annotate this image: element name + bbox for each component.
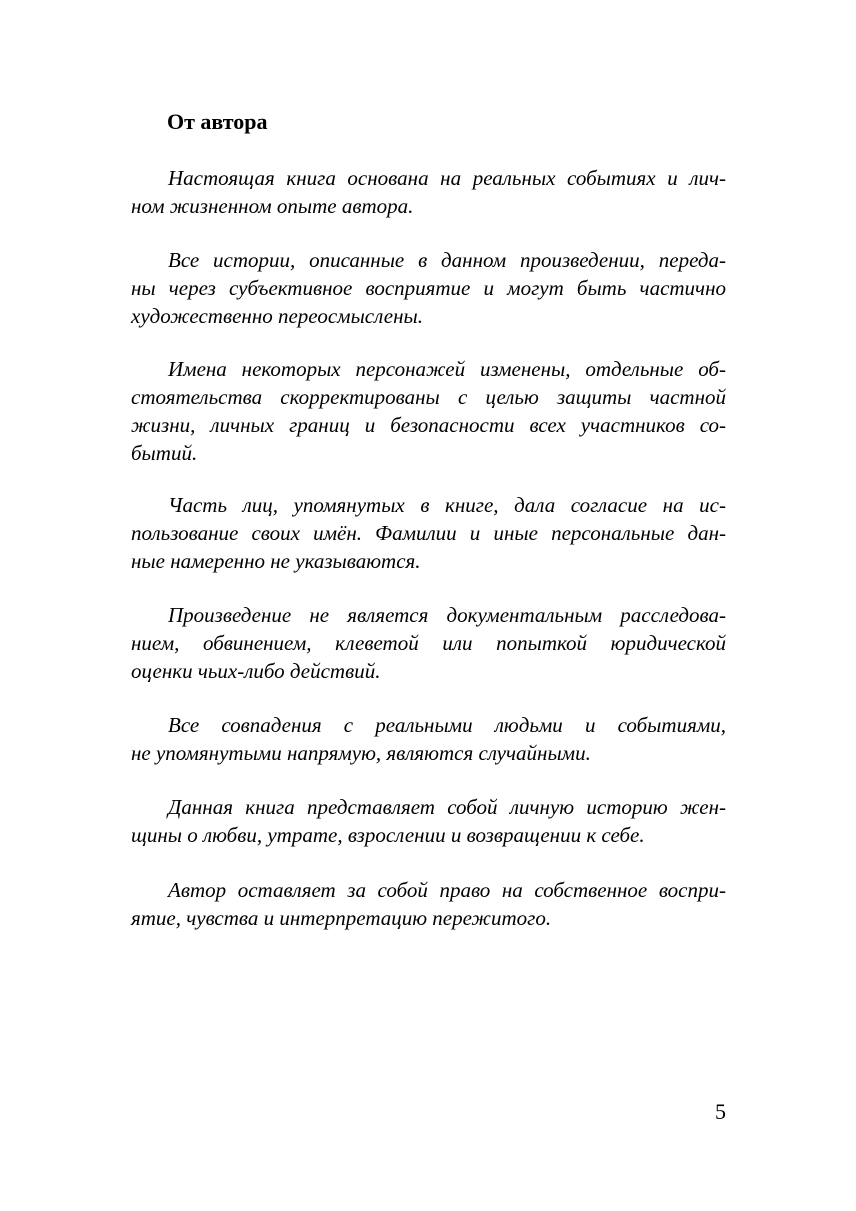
paragraph-line: бытий. — [131, 441, 198, 465]
paragraph-line: стоятельства скорректированы с целью защиты частной — [131, 385, 726, 409]
paragraph-line: Все совпадения с реальными людьми и событиями, — [168, 713, 726, 737]
paragraph-line: Произведение не является документальным расследова- — [168, 603, 726, 627]
paragraph-7 — [131, 793, 726, 849]
paragraph-line: ятие, чувства и интерпретацию пережитого. — [131, 906, 552, 930]
paragraph-line: жизни, личных границ и безопасности всех участников со- — [131, 413, 726, 437]
paragraph-line: Настоящая книга основана на реальных событиях и лич- — [168, 166, 726, 190]
paragraph-8 — [131, 876, 726, 932]
paragraph-line: оценки чьих-либо действий. — [131, 659, 381, 683]
paragraph-line: пользование своих имён. Фамилии и иные персональные дан- — [131, 521, 726, 545]
paragraph-line: ном жизненном опыте автора. — [131, 194, 414, 218]
paragraph-line: нием, обвинением, клеветой или попыткой юридической — [131, 631, 726, 655]
paragraph-line: Автор оставляет за собой право на собственное воспри- — [168, 878, 726, 902]
paragraph-5 — [131, 601, 726, 685]
paragraph-line: Все истории, описанные в данном произведении, переда- — [168, 248, 726, 272]
paragraph-3 — [131, 355, 726, 467]
page-number: 5 — [715, 1099, 726, 1124]
paragraph-line: ные намеренно не указываются. — [131, 549, 421, 573]
paragraph-line: Имена некоторых персонажей изменены, отдельные об- — [168, 357, 726, 381]
paragraph-4 — [131, 491, 726, 575]
paragraph-line: ны через субъективное восприятие и могут быть частично — [131, 276, 726, 300]
section-heading: От автора — [167, 109, 268, 134]
paragraph-line: Данная книга представляет собой личную историю жен- — [168, 795, 726, 819]
paragraph-2 — [131, 246, 726, 330]
paragraph-line: щины о любви, утрате, взрослении и возвращении к себе. — [131, 823, 645, 847]
paragraph-line: не упомянутыми напрямую, являются случайными. — [131, 741, 591, 765]
paragraph-line: Часть лиц, упомянутых в книге, дала согласие на ис- — [168, 493, 726, 517]
paragraph-line: художественно переосмыслены. — [131, 304, 424, 328]
paragraph-1 — [131, 164, 726, 220]
paragraph-6 — [131, 711, 726, 767]
